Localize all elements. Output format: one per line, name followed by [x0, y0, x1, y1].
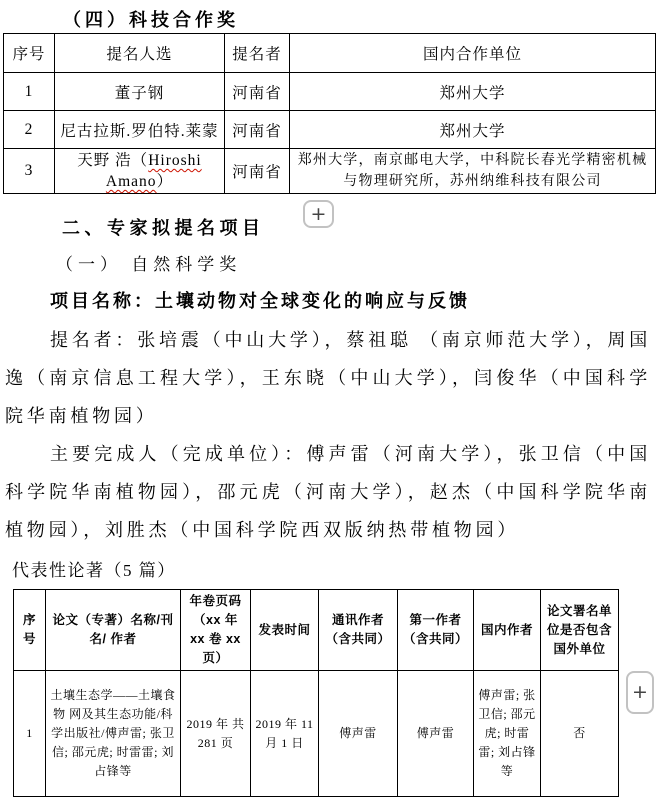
- cell-units: 郑州大学，南京邮电大学，中科院长春光学精密机械与物理研究所，苏州纳维科技有限公司: [290, 149, 656, 194]
- cell-domestic-authors: 傅声雷; 张卫信; 邵元虎; 时雷雷; 刘占锋等: [474, 671, 541, 797]
- column-header-foreign-unit: 论文署名单位是否包含国外单位: [541, 590, 619, 671]
- paragraph-main-completers: 主要完成人（完成单位）：傅声雷（河南大学），张卫信（中国科学院华南植物园），邵元虎（河南大学），赵杰（中国科学院华南植物园），刘胜杰（中国科学院西双版纳热带植物园）: [5, 444, 651, 540]
- table-row: [14, 671, 619, 797]
- nominee-cn-text: 天野 浩（: [77, 152, 149, 169]
- cell-nominator: 河南省: [225, 149, 290, 194]
- column-header-corresponding: 通讯作者 （含共同）: [319, 590, 398, 671]
- cell-nominator: 河南省: [225, 73, 290, 111]
- cell-publish-date: 2019 年 11 月 1 日: [251, 671, 319, 797]
- plus-icon: +: [310, 202, 327, 225]
- table-header-row: [14, 590, 619, 671]
- column-header-units: 国内合作单位: [290, 34, 656, 73]
- cooperation-award-table: [3, 33, 656, 194]
- cell-nominator: 河南省: [225, 111, 290, 149]
- cell-nominee: [55, 149, 225, 194]
- plus-icon: +: [632, 681, 648, 703]
- table-header-row: [4, 34, 656, 73]
- cell-index: 1: [4, 73, 55, 111]
- section-title-expert-projects: 二、专家拟提名项目: [62, 218, 265, 238]
- cell-units: 郑州大学: [290, 111, 656, 149]
- nominee-en-family: Amano: [105, 173, 157, 190]
- expand-button-side[interactable]: [626, 671, 654, 714]
- cell-corresponding: 傅声雷: [319, 671, 398, 797]
- cell-index: 3: [4, 149, 55, 194]
- project-name: 项目名称：土壤动物对全球变化的响应与反馈: [50, 291, 470, 311]
- subsection-title-natural-science: （一） 自然科学奖: [56, 255, 242, 274]
- table-row: [4, 111, 656, 149]
- column-header-nominator: 提名者: [225, 34, 290, 73]
- cell-index: 2: [4, 111, 55, 149]
- nominee-en-given: Hiroshi: [148, 152, 202, 169]
- column-header-volume-pages: 年卷页码 （xx 年 xx 卷 xx 页）: [181, 590, 251, 671]
- cell-nominee: 董子钢: [55, 73, 225, 111]
- table-row: [4, 73, 656, 111]
- column-header-domestic: 国内作者: [474, 590, 541, 671]
- cell-volume-pages: 2019 年 共 281 页: [181, 671, 251, 797]
- cell-units: 郑州大学: [290, 73, 656, 111]
- cell-paper-title: 土壤生态学——土壤食物 网及其生态功能/科学出版社/傅声雷; 张卫信; 邵元虎; 时雷雷; 刘占锋等: [46, 671, 181, 797]
- expand-button-top[interactable]: [303, 200, 334, 228]
- column-header-index: 序号: [14, 590, 46, 671]
- cell-index: 1: [14, 671, 46, 797]
- nominee-close-paren: ）: [156, 173, 174, 190]
- column-header-publish-date: 发表时间: [251, 590, 319, 671]
- papers-table: [13, 589, 619, 797]
- column-header-index: 序号: [4, 34, 55, 73]
- cell-nominee: 尼古拉斯.罗伯特.莱蒙: [55, 111, 225, 149]
- cell-first-author: 傅声雷: [398, 671, 474, 797]
- column-header-nominee: 提名人选: [55, 34, 225, 73]
- section-title-cooperation-award: （四）科技合作奖: [63, 10, 239, 30]
- table-row: [4, 149, 656, 194]
- papers-count-title: 代表性论著（5 篇）: [12, 561, 176, 580]
- cell-foreign-unit: 否: [541, 671, 619, 797]
- column-header-first-author: 第一作者 （含共同）: [398, 590, 474, 671]
- paragraph-nominators: 提名者：张培震（中山大学），蔡祖聪 （南京师范大学），周国逸（南京信息工程大学），王东晓（中山大学），闫俊华（中国科学院华南植物园）: [5, 330, 651, 426]
- column-header-paper-title: 论文（专著）名称/刊名/ 作者: [46, 590, 181, 671]
